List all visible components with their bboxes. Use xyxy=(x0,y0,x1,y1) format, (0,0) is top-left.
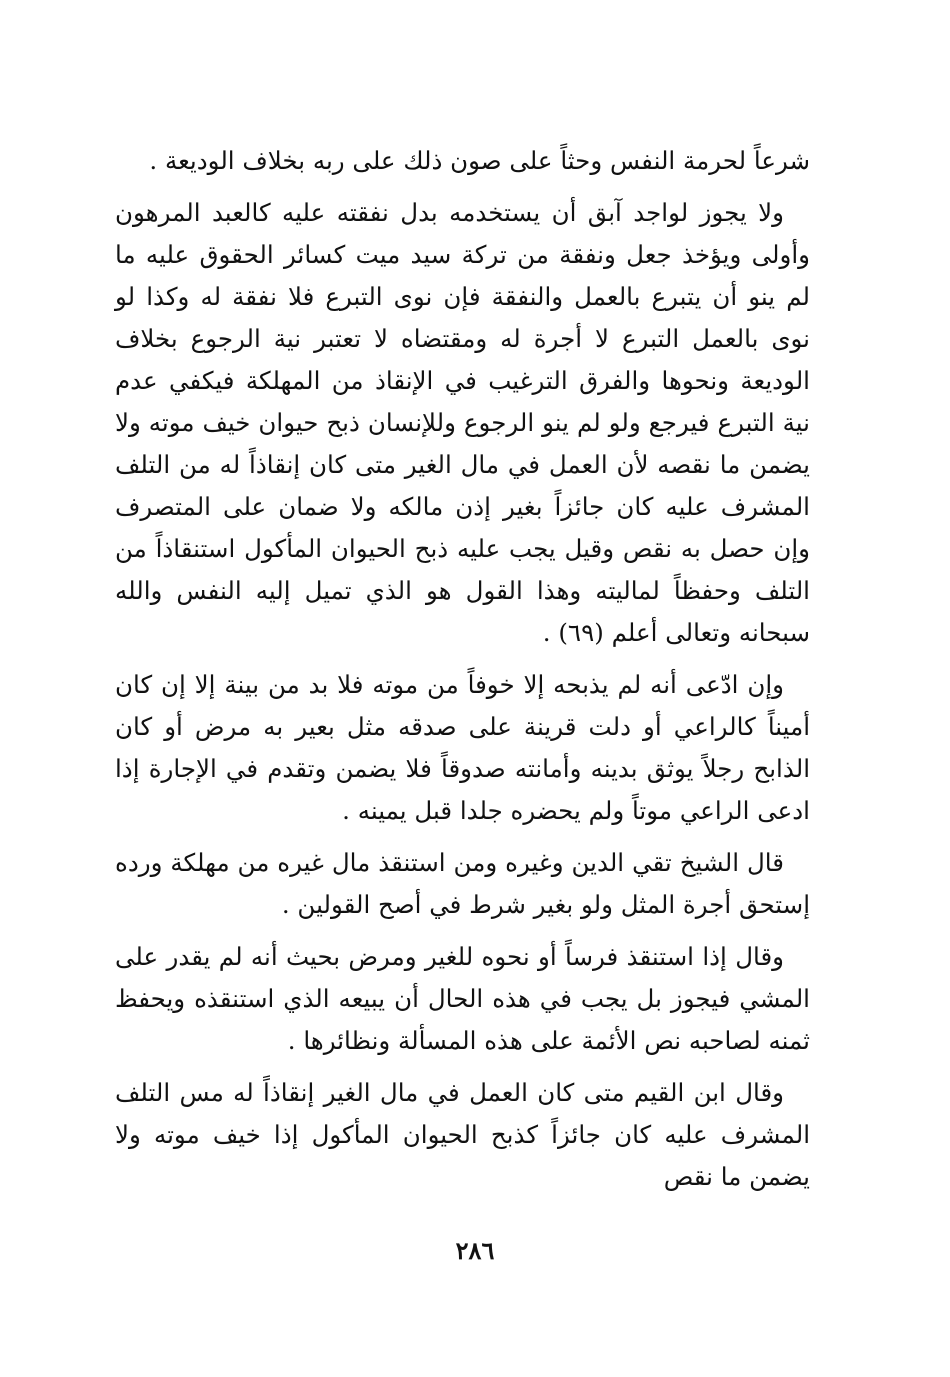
page-body xyxy=(115,140,810,1198)
paragraph-runaway-slave: ولا يجوز لواجد آبق أن يستخدمه بدل نفقته عليه كالعبد المرهون وأولى ويؤخذ جعل ونفقة من تركة سيد ميت كسائر الحقوق عليه ما لم ينو أن يتبرع بالعمل والنفقة فإن نوى التبرع فلا نفقة له وكذا لو نوى بالعمل التبرع لا أجرة له ومقتضاه لا تعتبر نية الرجوع بخلاف الوديعة ونحوها والفرق الترغيب في الإنقاذ من المهلكة فيكفي عدم نية التبرع فيرجع ولو لم ينو الرجوع وللإنسان ذبح حيوان خيف موته ولا يضمن ما نقصه لأن العمل في مال الغير متى كان إنقاذاً له من التلف المشرف عليه كان جائزاً بغير إذن مالكه ولا ضمان على المتصرف وإن حصل به نقص وقيل يجب عليه ذبح الحيوان المأكول استنقاذاً من التلف وحفظاً لماليته وهذا القول هو الذي تميل إليه النفس والله سبحانه وتعالى أعلم (٦٩) . xyxy=(115,198,810,647)
paragraph-claim-slaughter: وإن ادّعى أنه لم يذبحه إلا خوفاً من موته فلا بد من بينة إلا إن كان أميناً كالراعي أو دلت قرينة على صدقه مثل بعير به مرض أو كان الذابح رجلاً يوثق بدينه وأمانته صدوقاً فلا يضمن وتقدم في الإجارة إذا ادعى الراعي موتاً ولم يحضره جلدا قبل يمينه . xyxy=(115,670,810,825)
page-number: ٢٨٦ xyxy=(455,1236,495,1265)
paragraph-ibn-al-qayyim: وقال ابن القيم متى كان العمل في مال الغير إنقاذاً له مس التلف المشرف عليه كان جائزاً كذبح الحيوان المأكول إذا خيف موته ولا يضمن ما نقص xyxy=(115,1078,810,1191)
paragraph-continuation: شرعاً لحرمة النفس وحثاً على صون ذلك على ربه بخلاف الوديعة . xyxy=(149,146,810,175)
paragraph-taqi-al-din: قال الشيخ تقي الدين وغيره ومن استنقذ مال غيره من مهلكة ورده إستحق أجرة المثل ولو بغير شرط في أصح القولين . xyxy=(115,848,810,919)
paragraph-rescued-horse: وقال إذا استنقذ فرساً أو نحوه للغير ومرض بحيث أنه لم يقدر على المشي فيجوز بل يجب في هذه الحال أن يبيعه الذي استنقذه ويحفظ ثمنه لصاحبه نص الأئمة على هذه المسألة ونظائرها . xyxy=(115,942,810,1055)
